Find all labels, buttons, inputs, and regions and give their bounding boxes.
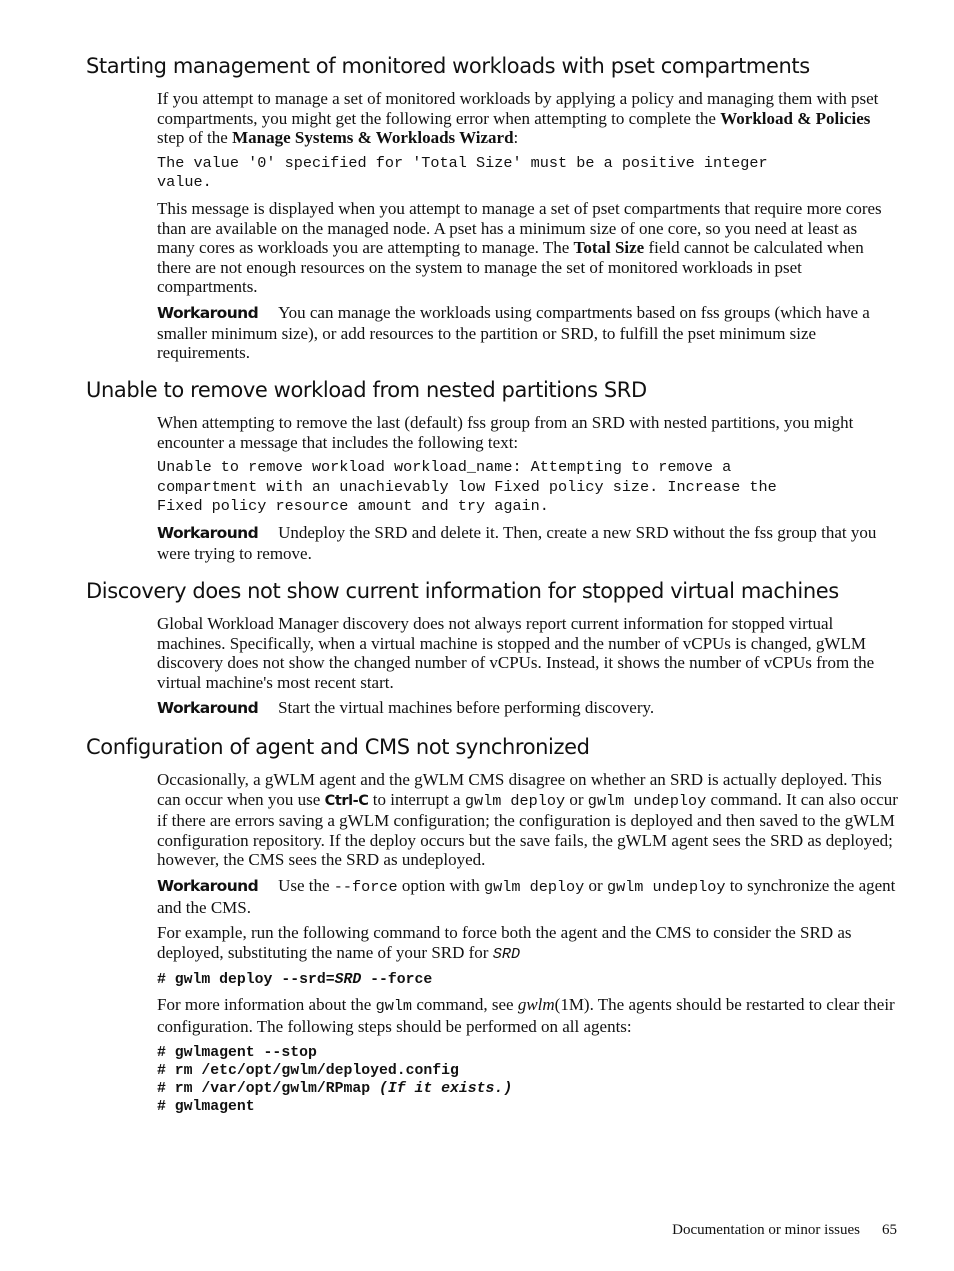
workaround-label: Workaround (157, 699, 259, 718)
paragraph: For example, run the following command to force both the agent and the CMS to consider the SRD as deployed, substituting the name of your SRD for SRD (157, 923, 852, 963)
section-body-config-sync (157, 770, 899, 1116)
command-deploy-force: # gwlm deploy --srd=SRD --force (157, 972, 433, 989)
section-body-discovery (157, 614, 899, 719)
workaround-paragraph: Workaround You can manage the workloads using compartments based on fss groups (which have a smaller minimum size), or add resources to the partition or SRD, to fulfill the pset minimum size requirements. (157, 302, 870, 363)
section-heading-discovery: Discovery does not show current information for stopped virtual machines (86, 579, 839, 603)
paragraph: When attempting to remove the last (default) fss group from an SRD with nested partitions, you might encounter a message that includes the following text: (157, 413, 854, 452)
paragraph: This message is displayed when you attempt to manage a set of pset compartments that require more cores than are available on the managed node. A pset has a minimum size of one core, so you need at least as many cores as workloads you are attempting to manage. The Total Size field cannot be calculated when there are not enough resources on the system to manage the set of monitored workloads in pset compartments. (157, 198, 882, 297)
section-body-pset (157, 89, 899, 363)
command-line: # gwlmagent (157, 1098, 255, 1115)
workaround-paragraph: Workaround Start the virtual machines before performing discovery. (157, 698, 655, 718)
workaround-label: Workaround (157, 876, 259, 895)
command-line: # gwlmagent --stop (157, 1044, 317, 1061)
workaround-paragraph: Workaround Undeploy the SRD and delete it. Then, create a new SRD without the fss group that you were trying to remove. (157, 522, 877, 563)
error-code-block: The value '0' specified for 'Total Size' must be a positive integer value. (157, 153, 768, 192)
error-code-block: Unable to remove workload workload_name: Attempting to remove a compartment with an unachievably low Fixed policy size. Increase the Fixed policy resource amount and try again. (157, 458, 777, 516)
section-body-nested-srd (157, 413, 899, 563)
ctrl-c-key: Ctrl-C (324, 792, 369, 809)
agent-commands (157, 1044, 899, 1116)
page-number: 65 (882, 1222, 897, 1238)
page-footer (672, 1222, 897, 1239)
section-heading-config-sync: Configuration of agent and CMS not synchronized (86, 735, 590, 759)
workaround-label: Workaround (157, 523, 259, 542)
paragraph: Occasionally, a gWLM agent and the gWLM CMS disagree on whether an SRD is actually deployed. This can occur when you use Ctrl-C to interrupt a gwlm deploy or gwlm undeploy command. It can also occur if there are errors saving a gWLM configuration; the configuration is deployed and then saved to the gWLM configuration repository. If the deploy occurs but the save fails, the gWLM agent sees the SRD as deployed; however, the CMS sees the SRD as undeployed. (157, 770, 898, 870)
paragraph: If you attempt to manage a set of monitored workloads by applying a policy and managing them with pset compartments, you might get the following error when attempting to complete the Workload & Policies step of the Manage Systems & Workloads Wizard: (157, 89, 879, 148)
workaround-label: Workaround (157, 303, 259, 322)
section-heading-nested-srd: Unable to remove workload from nested partitions SRD (86, 378, 647, 402)
command-line: # rm /etc/opt/gwlm/deployed.config (157, 1062, 459, 1079)
command-line: # rm /var/opt/gwlm/RPmap (If it exists.) (157, 1080, 513, 1097)
workaround-paragraph: Workaround Use the --force option with gwlm deploy or gwlm undeploy to synchronize the agent and the CMS. (157, 875, 896, 917)
section-heading-pset: Starting management of monitored workloads with pset compartments (86, 54, 810, 78)
paragraph: For more information about the gwlm command, see gwlm(1M). The agents should be restarted to clear their configuration. The following steps should be performed on all agents: (157, 995, 895, 1036)
paragraph: Global Workload Manager discovery does not always report current information for stopped virtual machines. Specifically, when a virtual machine is stopped and the number of vCPUs is changed, gWLM discovery does not show the changed number of vCPUs. Instead, it shows the number of vCPUs from the virtual machine's most recent start. (157, 614, 875, 692)
footer-title: Documentation or minor issues (672, 1222, 860, 1238)
